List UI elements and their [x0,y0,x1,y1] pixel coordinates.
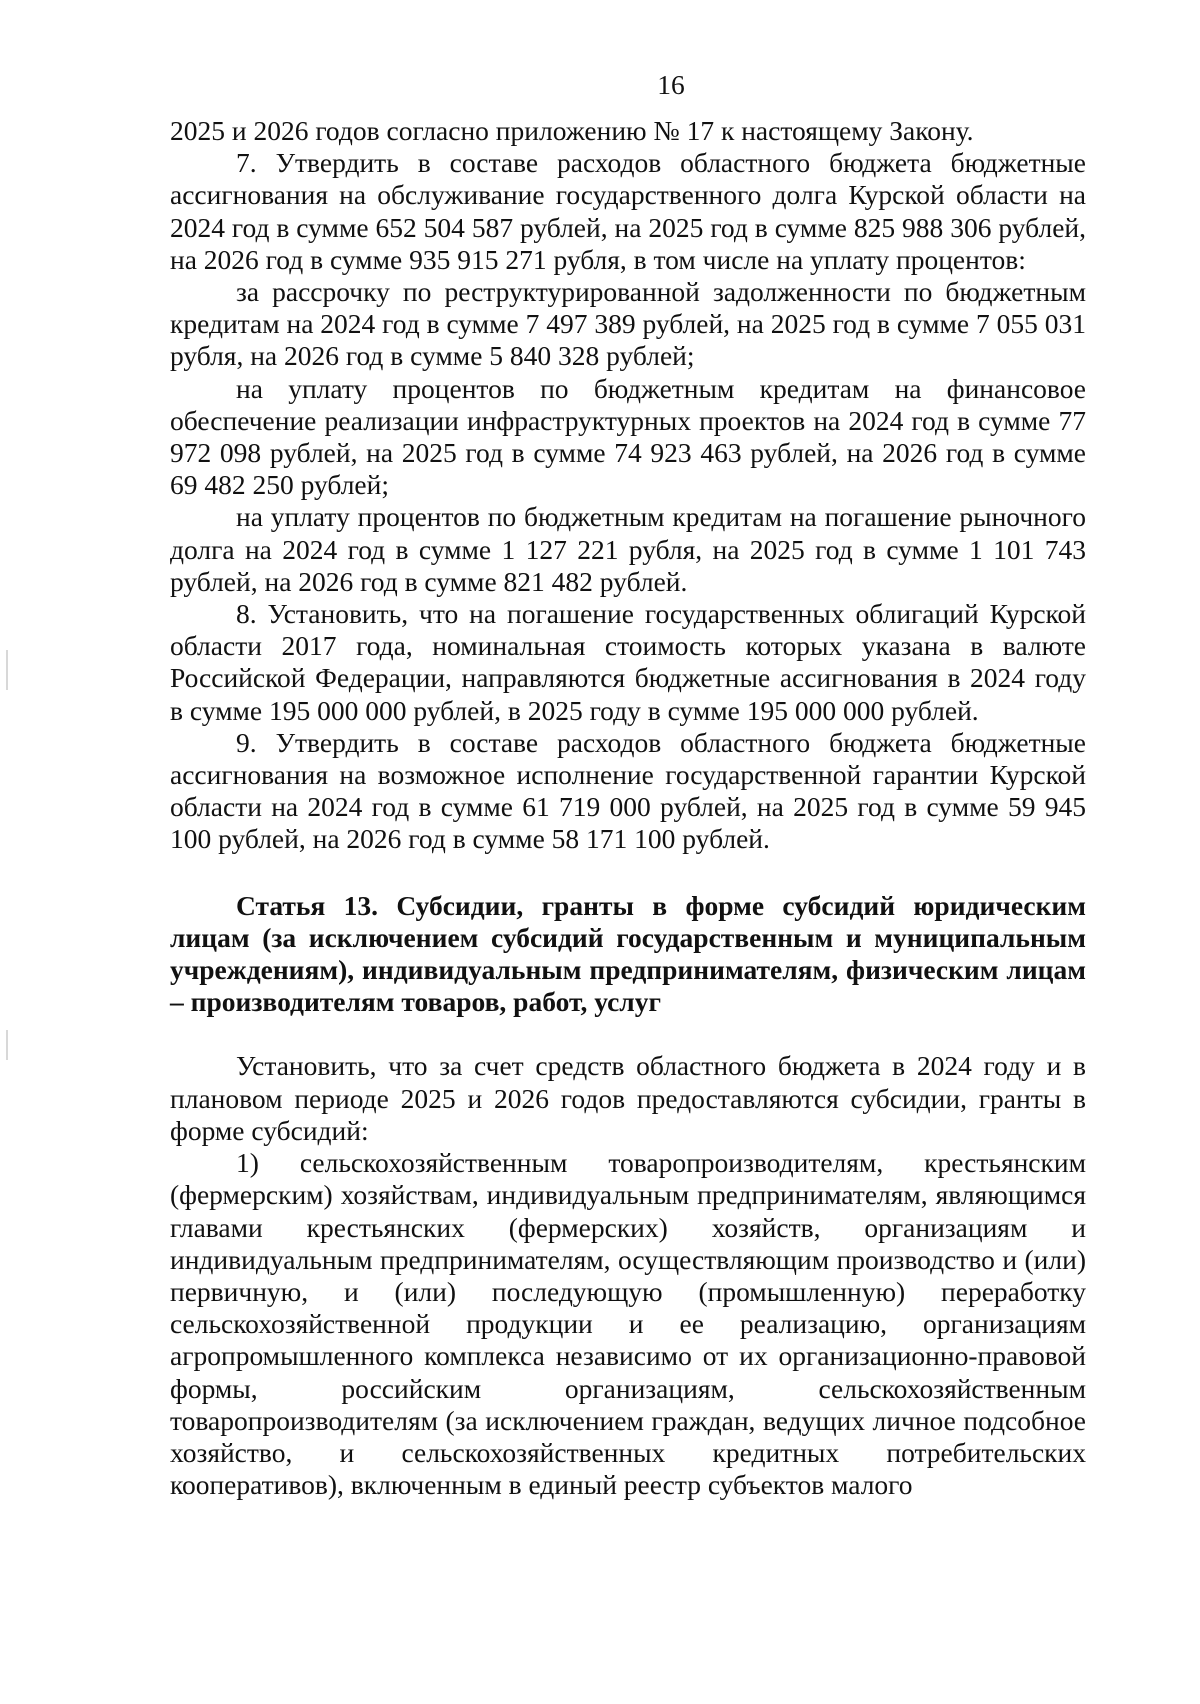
paragraph-item-8: 8. Установить, что на погашение государственных облигаций Курской области 2017 года, номинальная стоимость которых указана в валюте Российской Федерации, направляются бюджетные ассигнования в 2024 году в сумме 195 000 000 рублей, в 2025 году в сумме 195 000 000 рублей. [170,598,1086,726]
paragraph-market-debt-interest: на уплату процентов по бюджетным кредитам на погашение рыночного долга на 2024 год в сумме 1 127 221 рубля, на 2025 год в сумме 1 101 743 рублей, на 2026 год в сумме 821 482 рублей. [170,501,1086,597]
paragraph-continuation: 2025 и 2026 годов согласно приложению № 17 к настоящему Закону. [170,115,974,146]
page-number: 16 [657,69,685,100]
article-13-intro: Установить, что за счет средств областного бюджета в 2024 году и в плановом периоде 2025 и 2026 годов предоставляются субсидии, гранты в форме субсидий: [170,1050,1086,1146]
document-page [170,68,1086,1501]
article-13-heading: Статья 13. Субсидии, гранты в форме субсидий юридическим лицам (за исключением субсидий государственным и муниципальным учреждениям), индивидуальным предпринимателям, физическим лицам – производителям товаров, работ, услуг [170,889,1086,1018]
paragraph-installment-interest: за рассрочку по реструктурированной задолженности по бюджетным кредитам на 2024 год в сумме 7 497 389 рублей, на 2025 год в сумме 7 055 031 рубля, на 2026 год в сумме 5 840 328 рублей; [170,276,1086,372]
paragraph-item-9: 9. Утвердить в составе расходов областного бюджета бюджетные ассигнования на возможное исполнение государственной гарантии Курской области на 2024 год в сумме 61 719 000 рублей, на 2025 год в сумме 59 945 100 рублей, на 2026 год в сумме 58 171 100 рублей. [170,726,1086,855]
article-13-item-1: 1) сельскохозяйственным товаропроизводителям, крестьянским (фермерским) хозяйствам, индивидуальным предпринимателям, являющимся главами крестьянских (фермерских) хозяйств, организациям и индивидуальным предпринимателям, осуществляющим производство и (или) первичную, и (или) последующую (промышленную) переработку сельскохозяйственной продукции и ее реализацию, организациям агропромышленного комплекса независимо от их организационно-правовой формы, российским организациям, сельскохозяйственным товаропроизводителям (за исключением граждан, ведущих личное подсобное хозяйство, и сельскохозяйственных кредитных потребительских кооперативов), включенным в единый реестр субъектов малого [170,1147,1086,1501]
paragraph-item-7: 7. Утвердить в составе расходов областного бюджета бюджетные ассигнования на обслуживание государственного долга Курской области на 2024 год в сумме 652 504 587 рублей, на 2025 год в сумме 825 988 306 рублей, на 2026 год в сумме 935 915 271 рубля, в том числе на уплату процентов: [170,147,1086,275]
scan-edge-mark [6,650,8,690]
scan-edge-mark [6,1030,8,1060]
paragraph-infrastructure-interest: на уплату процентов по бюджетным кредитам на финансовое обеспечение реализации инфраструктурных проектов на 2024 год в сумме 77 972 098 рублей, на 2025 год в сумме 74 923 463 рублей, на 2026 год в сумме 69 482 250 рублей; [170,372,1086,501]
